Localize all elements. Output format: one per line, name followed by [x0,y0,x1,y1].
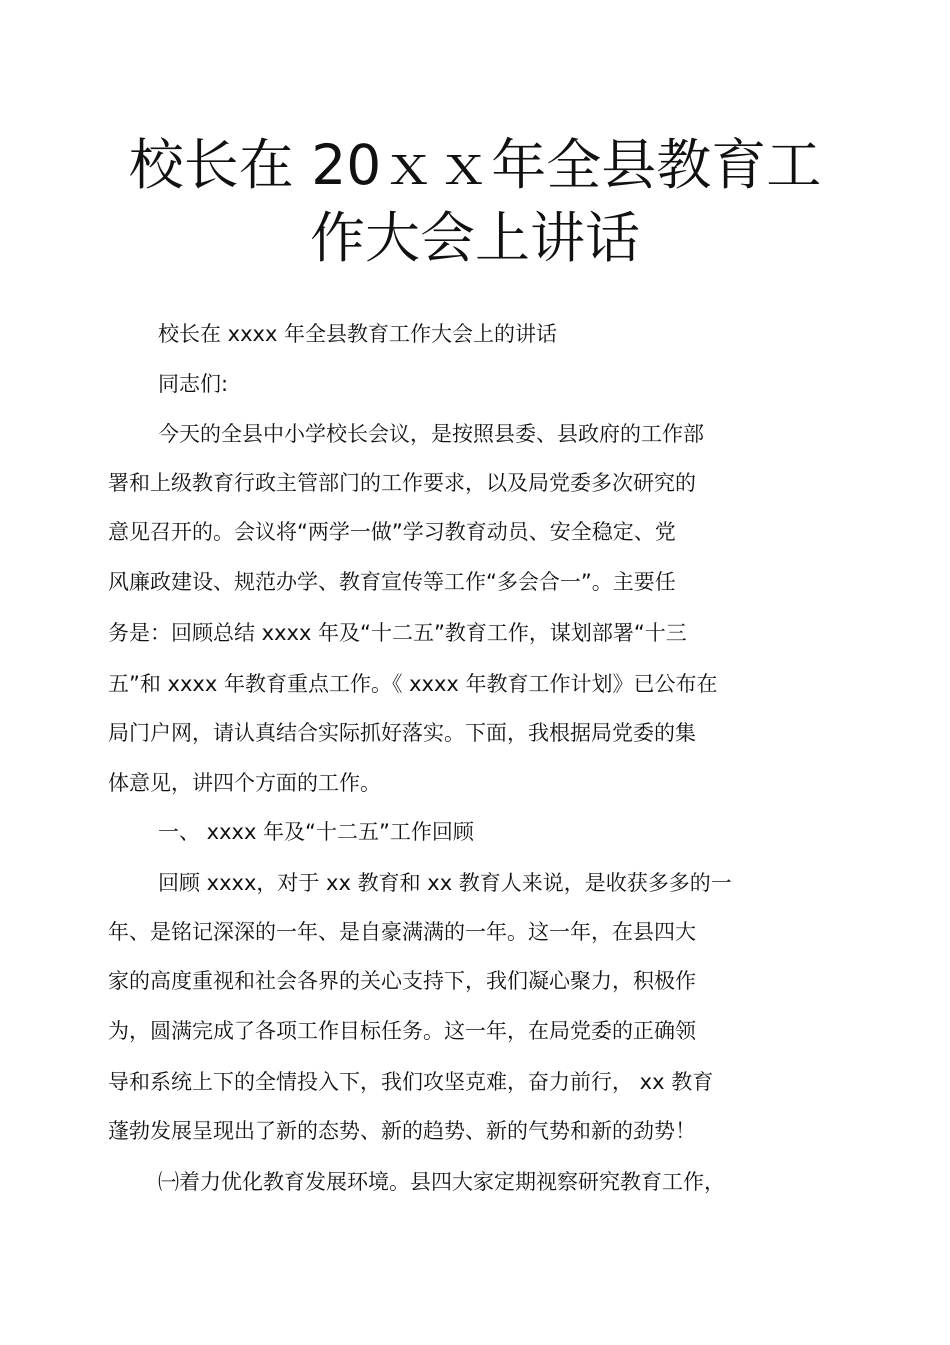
paragraph-line: 家的高度重视和社会各界的关心支持下，我们凝心聚力，积极作 [108,969,696,993]
paragraph-line: 风廉政建设、规范办学、教育宣传等工作“多会合一”。主要任 [108,570,676,594]
paragraph-line: 今天的全县中小学校长会议，是按照县委、县政府的工作部 [158,422,704,446]
paragraph-line: 回顾 xxxx，对于 xx 教育和 xx 教育人来说，是收获多多的一 [158,871,732,895]
paragraph-line: 蓬勃发展呈现出了新的态势、新的趋势、新的气势和新的劲势！ [108,1119,696,1143]
section-heading: 一、 xxxx 年及“十二五”工作回顾 [158,820,474,844]
paragraph-line: 为，圆满完成了各项工作目标任务。这一年，在局党委的正确领 [108,1019,696,1043]
paragraph-line: 导和系统上下的全情投入下，我们攻坚克难，奋力前行， xx 教育 [108,1070,714,1094]
document-title-line-2: 作大会上讲话 [309,206,640,270]
subsection-line: ㈠着力优化教育发展环境。县四大家定期视察研究教育工作， [158,1170,725,1194]
speech-heading: 校长在 xxxx 年全县教育工作大会上的讲话 [158,322,558,346]
document-title-line-1: 校长在 20ｘｘ年全县教育工 [128,133,822,197]
paragraph-line: 意见召开的。会议将“两学一做”学习教育动员、安全稳定、党 [108,520,676,544]
paragraph-line: 五”和 xxxx 年教育重点工作。《 xxxx 年教育工作计划》已公布在 [108,672,718,696]
paragraph-line: 年、是铭记深深的一年、是自豪满满的一年。这一年，在县四大 [108,920,696,944]
paragraph-line: 体意见，讲四个方面的工作。 [108,771,381,795]
paragraph-line: 局门户网，请认真结合实际抓好落实。下面，我根据局党委的集 [108,721,696,745]
paragraph-line: 务是：回顾总结 xxxx 年及“十二五”教育工作，谋划部署“十三 [108,621,687,645]
salutation: 同志们: [158,372,229,396]
paragraph-line: 署和上级教育行政主管部门的工作要求，以及局党委多次研究的 [108,471,696,495]
